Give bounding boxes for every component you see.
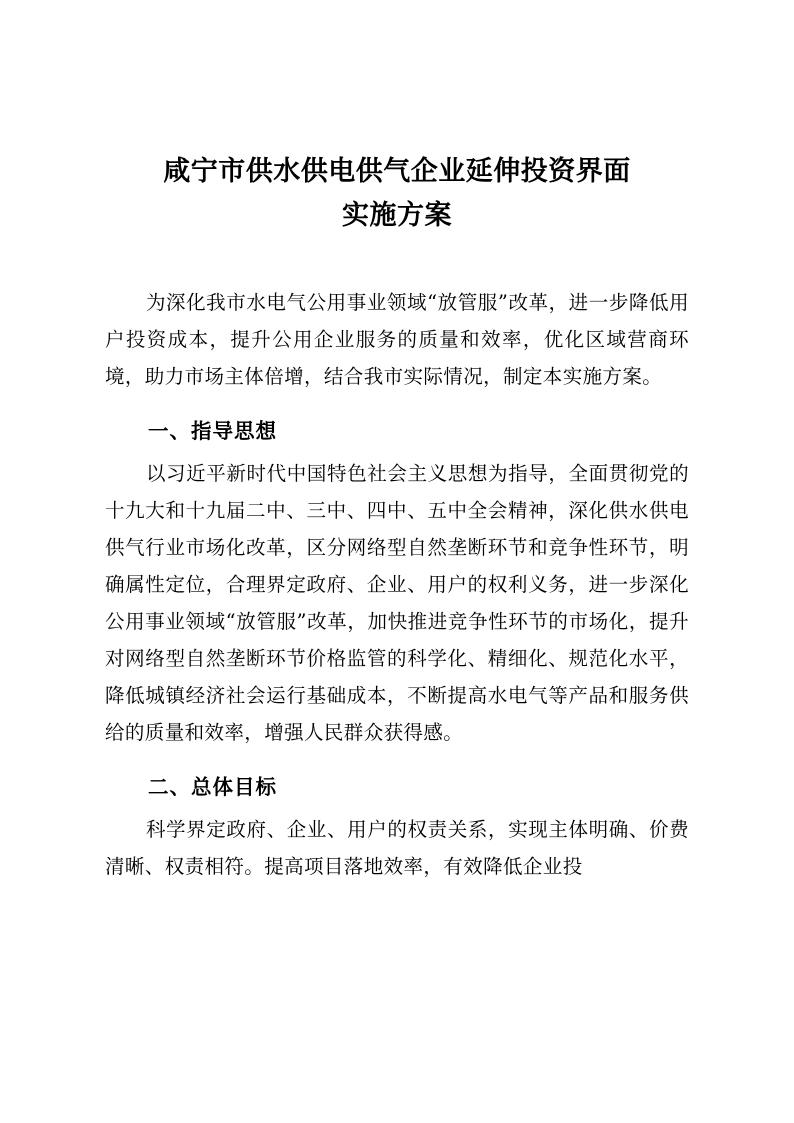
section-heading-2: 二、总体目标 <box>148 775 278 799</box>
page-title-line-2: 实施方案 <box>342 200 452 231</box>
intro-paragraph: 为深化我市水电气公用事业领域“放管服”改革，进一步降低用户投资成本，提升公用企业服务的质量和效率，优化区域营商环境，助力市场主体倍增，结合我市实际情况，制定本实施方案。 <box>105 291 689 388</box>
section-paragraph-1: 以习近平新时代中国特色社会主义思想为指导，全面贯彻党的十九大和十九届二中、三中、四中、五中全会精神，深化供水供电供气行业市场化改革，区分网络型自然垄断环节和竞争性环节，明确属性定位，合理界定政府、企业、用户的权利义务，进一步深化公用事业领域“放管服”改革，加快推进竞争性环节的市场化，提升对网络型自然垄断环节价格监管的科学化、精细化、规范化水平，降低城镇经济社会运行基础成本，不断提高水电气等产品和服务供给的质量和效率，增强人民群众获得感。 <box>105 462 689 744</box>
page-title <box>105 150 689 238</box>
section-paragraph-2: 科学界定政府、企业、用户的权责关系，实现主体明确、价费清晰、权责相符。提高项目落地效率，有效降低企业投 <box>105 818 689 878</box>
section-heading-1: 一、指导思想 <box>148 419 278 443</box>
page-title-line-1: 咸宁市供水供电供气企业延伸投资界面 <box>163 156 631 187</box>
